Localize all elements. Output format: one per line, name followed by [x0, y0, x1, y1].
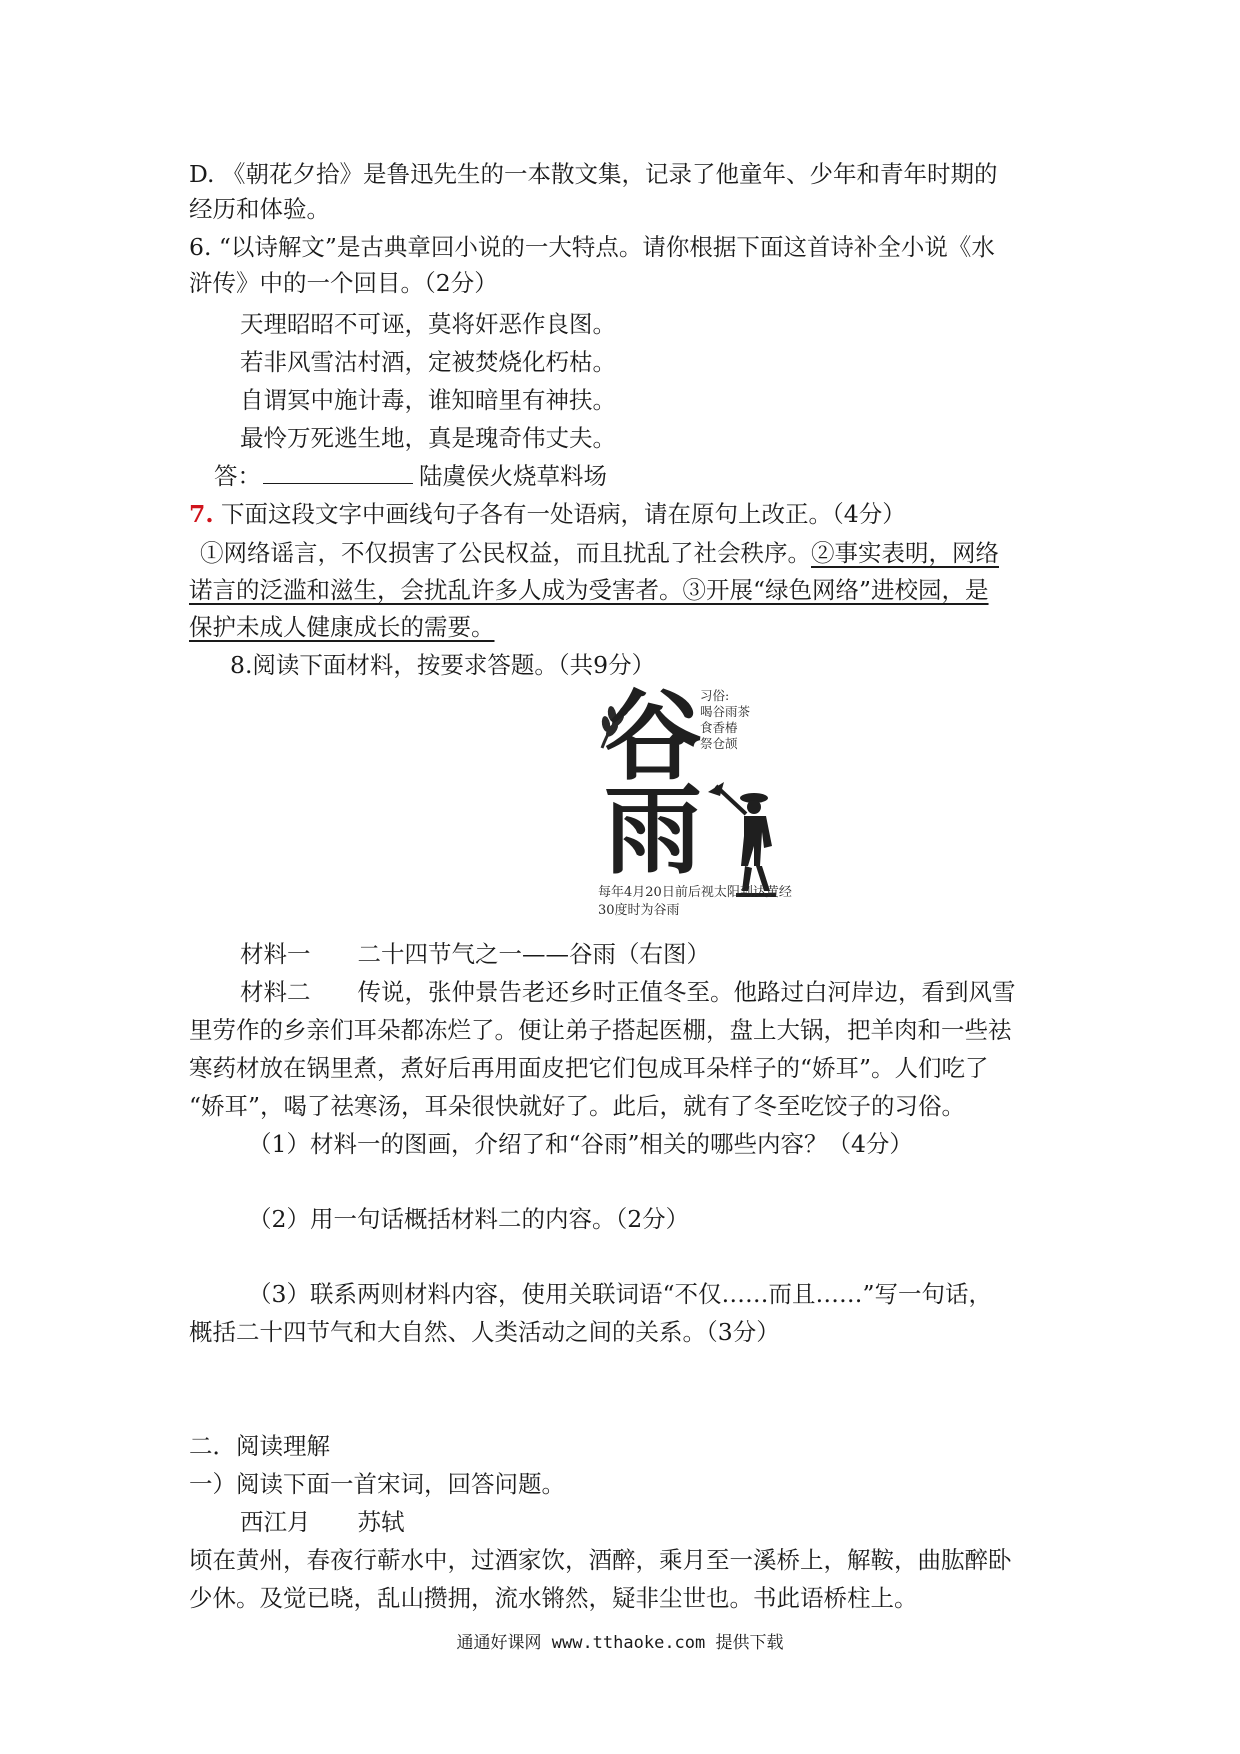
poem-line-1: 天理昭昭不可诬，莫将奸恶作良图。 — [240, 310, 616, 338]
question-8: 8.阅读下面材料，按要求答题。（共9分） — [230, 651, 656, 679]
sub-question-1: （1）材料一的图画，介绍了和“谷雨”相关的哪些内容？（4分） — [248, 1130, 913, 1158]
question-6-line1: 6. “以诗解文”是古典章回小说的一大特点。请你根据下面这首诗补全小说《水 — [189, 233, 995, 261]
option-d-line2: 经历和体验。 — [189, 195, 330, 223]
poster-customs: 习俗: 喝谷雨茶 食香椿 祭仓颉 — [700, 688, 751, 751]
question-7 — [189, 495, 1059, 533]
section-2-sub: 一）阅读下面一首宋词，回答问题。 — [189, 1470, 565, 1498]
poster-caption: 每年4月20日前后视太阳到达黄经30度时为谷雨 — [598, 885, 792, 918]
material-2-line1: 材料二 传说，张仲景告老还乡时正值冬至。他路过白河岸边，看到风雪 — [240, 978, 1016, 1006]
preface-line-1: 顷在黄州，春夜行蕲水中，过酒家饮，酒醉，乘月至一溪桥上，解鞍，曲肱醉卧 — [189, 1546, 1012, 1574]
material-2-line2: 里劳作的乡亲们耳朵都冻烂了。便让弟子搭起医棚，盘上大锅，把羊肉和一些祛 — [189, 1016, 1012, 1044]
material-1: 材料一 二十四节气之一——谷雨（右图） — [240, 940, 710, 968]
answer-line — [214, 457, 1084, 495]
sentence-2-part1: ②事实表明，网络 — [811, 539, 999, 567]
poem-line-2: 若非风雪沽村酒，定被焚烧化朽枯。 — [240, 348, 616, 376]
question-6-line2: 浒传》中的一个回目。（2分） — [189, 269, 498, 297]
answer-label: 答： — [214, 462, 261, 490]
material-2-line3: 寒药材放在锅里煮，煮好后再用面皮把它们包成耳朵样子的“娇耳”。人们吃了 — [189, 1054, 989, 1082]
option-d-line1: D. 《朝花夕拾》是鲁迅先生的一本散文集，记录了他童年、少年和青年时期的 — [189, 160, 998, 188]
poem-line-3: 自谓冥中施计毒，谁知暗里有神扶。 — [240, 386, 616, 414]
sentence-2-part2: 诺言的泛滥和滋生，会扰乱许多人成为受害者。 — [189, 576, 683, 604]
question-7-number: 7. — [189, 500, 214, 528]
sub-question-2: （2）用一句话概括材料二的内容。（2分） — [248, 1205, 690, 1233]
page-footer: 通通好课网 www.tthaoke.com 提供下载 — [456, 1633, 784, 1653]
material-2-line4: “娇耳”，喝了祛寒汤，耳朵很快就好了。此后，就有了冬至吃饺子的习俗。 — [189, 1092, 966, 1120]
farmer-figure — [708, 782, 776, 897]
poem-title: 西江月 苏轼 — [240, 1508, 405, 1536]
section-2-heading: 二．阅读理解 — [189, 1432, 330, 1460]
passage-line-3 — [189, 608, 1059, 646]
grain-rain-poster — [596, 679, 810, 924]
sub-question-3-line1: （3）联系两则材料内容，使用关联词语“不仅……而且……”写一句话， — [248, 1280, 992, 1308]
passage-line-1 — [200, 534, 1070, 572]
poster-char-yu: 雨 — [604, 773, 703, 888]
sub-question-3-line2: 概括二十四节气和大自然、人类活动之间的关系。（3分） — [189, 1318, 780, 1346]
poem-line-4: 最怜万死逃生地，真是瑰奇伟丈夫。 — [240, 424, 616, 452]
passage-line-2 — [189, 571, 1059, 609]
preface-line-2: 少休。及觉已晓，乱山攒拥，流水锵然，疑非尘世也。书此语桥柱上。 — [189, 1584, 918, 1612]
question-7-text: 下面这段文字中画线句子各有一处语病，请在原句上改正。（4分） — [221, 500, 906, 528]
poster-char-gu: 谷 — [604, 679, 703, 794]
answer-blank[interactable] — [263, 457, 413, 484]
answer-text: 陆虞侯火烧草料场 — [419, 462, 607, 490]
sentence-1: ①网络谣言，不仅损害了公民权益，而且扰乱了社会秩序。 — [200, 539, 811, 567]
sentence-3-part1: ③开展“绿色网络”进校园，是 — [682, 576, 989, 604]
sentence-3-part2: 保护未成人健康成长的需要。 — [189, 613, 495, 641]
